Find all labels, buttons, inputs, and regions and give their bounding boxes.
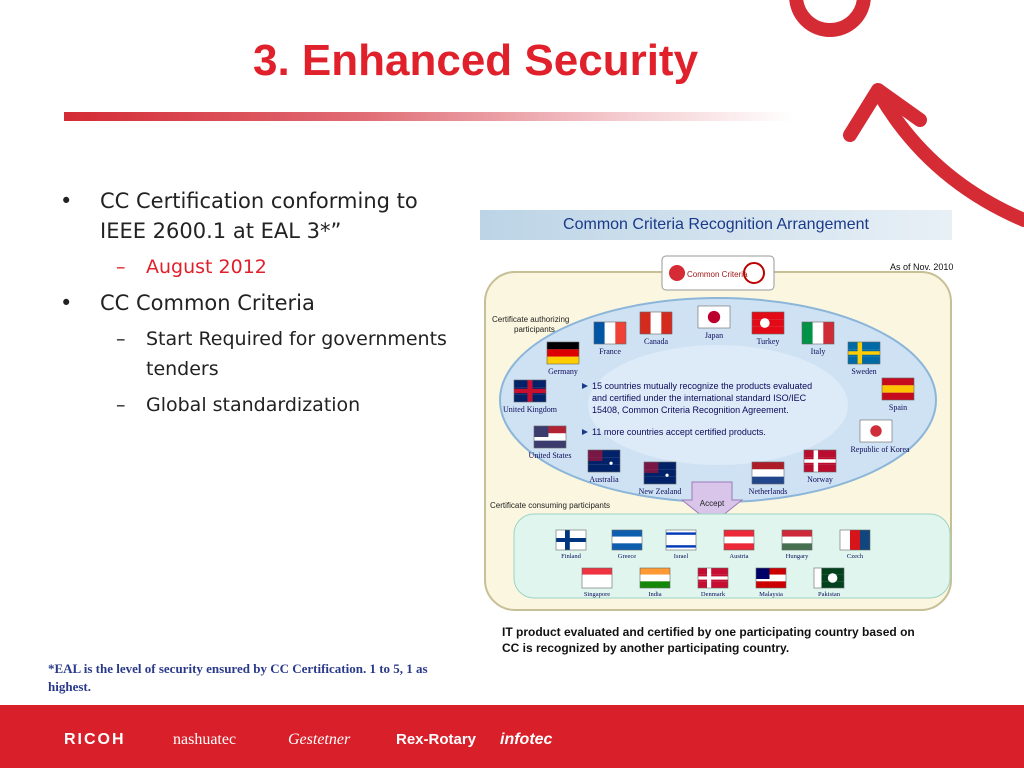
flag-france — [594, 322, 626, 344]
bullet-item: • CC Common Criteria — [60, 288, 460, 318]
bullet-list — [60, 186, 460, 426]
footer-bar — [0, 705, 1024, 768]
ccra-header: Common Criteria Recognition Arrangement — [480, 210, 952, 240]
flag-india — [640, 568, 670, 588]
country-label: Sweden — [851, 367, 877, 376]
cc-logo-icon — [669, 265, 685, 281]
flag-spain — [882, 378, 914, 400]
country-label: United States — [528, 451, 572, 460]
brand-ricoh: RICOH — [64, 731, 126, 748]
flag-turkey — [752, 312, 784, 334]
flag-finland — [556, 530, 586, 550]
flag-pakistan — [814, 568, 844, 588]
bullet-item: • CC Certification conforming to IEEE 2600.1 at EAL 3*” — [60, 186, 460, 246]
diagram-caption: IT product evaluated and certified by one participating country based on CC is recognized by another participating country. — [502, 625, 915, 655]
ccra-diagram — [484, 250, 954, 612]
accept-label: Accept — [699, 499, 725, 508]
flag-israel — [666, 530, 696, 550]
sub-bullet-item: – August 2012 — [60, 252, 460, 282]
info1-line2: and certified under the international standard ISO/IEC — [592, 393, 807, 403]
authorizing-label-line1: Certificate authorizing — [492, 315, 570, 324]
brand-infotec: infotec — [500, 731, 553, 748]
country-label: Austria — [729, 553, 749, 560]
country-label: Spain — [888, 403, 908, 412]
flag-sweden — [848, 342, 880, 364]
country-label: Greece — [617, 553, 637, 560]
flag-norway — [804, 450, 836, 472]
country-label: Italy — [810, 347, 826, 356]
country-label: Finland — [561, 553, 581, 560]
country-label: Netherlands — [748, 487, 788, 496]
footnote: *EAL is the level of security ensured by CC Certification. 1 to 5, 1 as highest. — [48, 661, 428, 694]
flag-austria — [724, 530, 754, 550]
info1-line3: 15408, Common Criteria Recognition Agreement. — [592, 405, 789, 415]
flag-japan — [698, 306, 730, 328]
flag-canada — [640, 312, 672, 334]
country-label: Denmark — [700, 591, 726, 598]
country-label: France — [599, 347, 621, 356]
decorative-arrow-icon — [770, 0, 1024, 230]
flag-australia — [588, 450, 620, 472]
country-label: Germany — [548, 367, 578, 376]
authorizing-label-line2: participants — [514, 325, 555, 334]
country-label: New Zealand — [638, 487, 682, 496]
cc-logo-label: Common Criteria — [687, 270, 748, 279]
brand-gestetner: Gestetner — [288, 731, 351, 748]
country-label: United Kingdom — [503, 405, 557, 414]
country-label: India — [648, 591, 662, 598]
flag-singapore — [582, 568, 612, 588]
flag-greece — [612, 530, 642, 550]
flag-italy — [802, 322, 834, 344]
flag-republic-of-korea — [860, 420, 892, 442]
flag-netherlands — [752, 462, 784, 484]
flag-czech — [840, 530, 870, 550]
flag-malaysia — [756, 568, 786, 588]
sub-bullet-item: – Global standardization — [60, 390, 460, 420]
brand-rex-rotary: Rex-Rotary — [396, 731, 477, 748]
flag-united-states — [534, 426, 566, 448]
as-of-label: As of Nov. 2010 — [890, 262, 954, 272]
consuming-label: Certificate consuming participants — [490, 501, 611, 510]
country-label: Japan — [704, 331, 724, 340]
country-label: Norway — [807, 475, 833, 484]
country-label: Republic of Korea — [850, 445, 910, 454]
info1-line1: 15 countries mutually recognize the products evaluated — [592, 381, 813, 391]
country-label: Turkey — [756, 337, 780, 346]
country-label: Malaysia — [759, 591, 783, 598]
country-label: Canada — [644, 337, 668, 346]
flag-germany — [547, 342, 579, 364]
country-label: Hungary — [785, 553, 809, 560]
flag-denmark — [698, 568, 728, 588]
flag-united-kingdom — [514, 380, 546, 402]
sub-bullet-item: – Start Required for governments tenders — [60, 324, 460, 384]
flag-new-zealand — [644, 462, 676, 484]
country-label: Czech — [846, 553, 864, 560]
brand-nashuatec: nashuatec — [173, 731, 237, 748]
country-label: Israel — [673, 553, 689, 560]
slide-title: 3. Enhanced Security — [253, 36, 699, 85]
country-label: Singapore — [583, 591, 611, 598]
country-label: Australia — [589, 475, 619, 484]
title-underline — [64, 112, 794, 121]
country-label: Pakistan — [817, 591, 841, 598]
flag-hungary — [782, 530, 812, 550]
info2-text: 11 more countries accept certified products. — [592, 427, 766, 437]
